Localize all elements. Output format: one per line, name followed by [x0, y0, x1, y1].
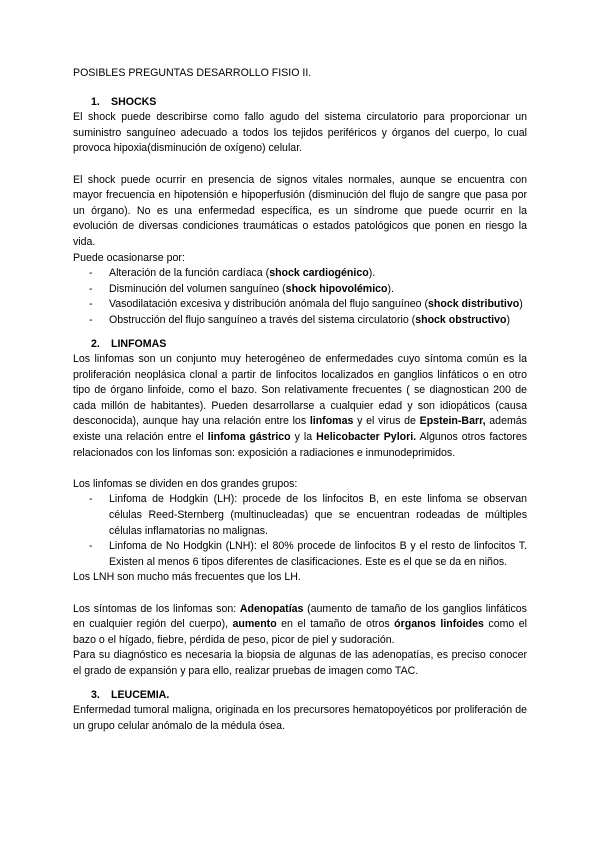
shock-types-list [73, 266, 527, 328]
section-title: LEUCEMIA. [111, 688, 170, 701]
list-item: - Obstrucción del flujo sanguíneo a través del sistema circulatorio (shock obstructivo) [73, 313, 527, 329]
list-intro: Puede ocasionarse por: [73, 251, 185, 264]
document-page [73, 66, 527, 734]
list-item: - Linfoma de No Hodgkin (LNH): el 80% procede de linfocitos B y el resto de linfocitos T. Existen al menos 6 tipos diferentes de clasificaciones. Este es el que se da en niños. [73, 539, 527, 570]
section-number: 3. [91, 688, 100, 701]
document-title: POSIBLES PREGUNTAS DESARROLLO FISIO II. [73, 67, 312, 79]
section-number: 1. [91, 95, 100, 108]
list-item: - Alteración de la función cardíaca (shock cardiogénico). [73, 266, 527, 282]
list-item: - Linfoma de Hodgkin (LH): procede de los linfocitos B, en este linfoma se observan células Reed-Sternberg (multinucleadas) que se encuentran rodeadas de múltiples células inflamatorias no malignas. [73, 492, 527, 539]
list-item: - Vasodilatación excesiva y distribución anómala del flujo sanguíneo (shock distributivo) [73, 297, 527, 313]
paragraph: Los síntomas de los linfomas son: Adenopatías (aumento de tamaño de los ganglios linfáticos en cualquier región del cuerpo), aumento en el tamaño de otros órganos linfoides como el bazo o el hígado, fiebre, pérdida de peso, picor de piel y sudoración. [73, 602, 528, 646]
paragraph: El shock puede ocurrir en presencia de signos vitales normales, aunque se encuentra con mayor frecuencia en hipotensión e hipoperfusión (disminución del flujo de sangre que pasa por un órgano). No es una enfermedad específica, es un síndrome que puede ocurrir en la evolución de diversas condiciones traumáticas o estados patológicos que ponen en riesgo la vida. [73, 173, 527, 248]
paragraph: Enfermedad tumoral maligna, originada en los precursores hematopoyéticos por proliferación de un grupo celular anómalo de la médula ósea. [73, 704, 527, 732]
section-heading-leucemia [91, 688, 527, 704]
paragraph: Los linfomas se dividen en dos grandes grupos: [73, 477, 298, 490]
section-number: 2. [91, 337, 100, 350]
lymphoma-groups-list [73, 492, 527, 570]
list-item: - Disminución del volumen sanguíneo (shock hipovolémico). [73, 282, 527, 298]
section-heading-linfomas [91, 337, 527, 353]
paragraph: Los linfomas son un conjunto muy heterogéneo de enfermedades cuyo síntoma común es la proliferación neoplásica clonal a partir de linfocitos localizados en ganglios linfáticos o en otro tipo de órgano linfoide, como el bazo. Son relativamente frecuentes ( se diagnostican 200 de cada millón de habitantes). Pueden desarrollarse a cualquier edad y son idiopáticos (causa desconocida), aunque hay una relación entre los linfomas y el virus de Epstein-Barr, además existe una relación entre el linfoma gástrico y la Helicobacter Pylori. Algunos otros factores relacionados con los linfomas son: exposición a radiaciones e inmunodeprimidos. [73, 353, 528, 459]
section-title: SHOCKS [111, 95, 157, 108]
paragraph: El shock puede describirse como fallo agudo del sistema circulatorio para proporcionar un suministro sanguíneo adecuado a todos los tejidos periféricos y órganos del cuerpo, lo cual provoca hipoxia(disminución de oxígeno) celular. [73, 111, 527, 155]
section-title: LINFOMAS [111, 337, 167, 350]
paragraph: Los LNH son mucho más frecuentes que los LH. [73, 571, 301, 584]
section-heading-shocks [91, 95, 527, 111]
paragraph: Para su diagnóstico es necesaria la biopsia de algunas de las adenopatías, es preciso conocer el grado de expansión y para ello, realizar pruebas de imagen como TAC. [73, 649, 527, 677]
